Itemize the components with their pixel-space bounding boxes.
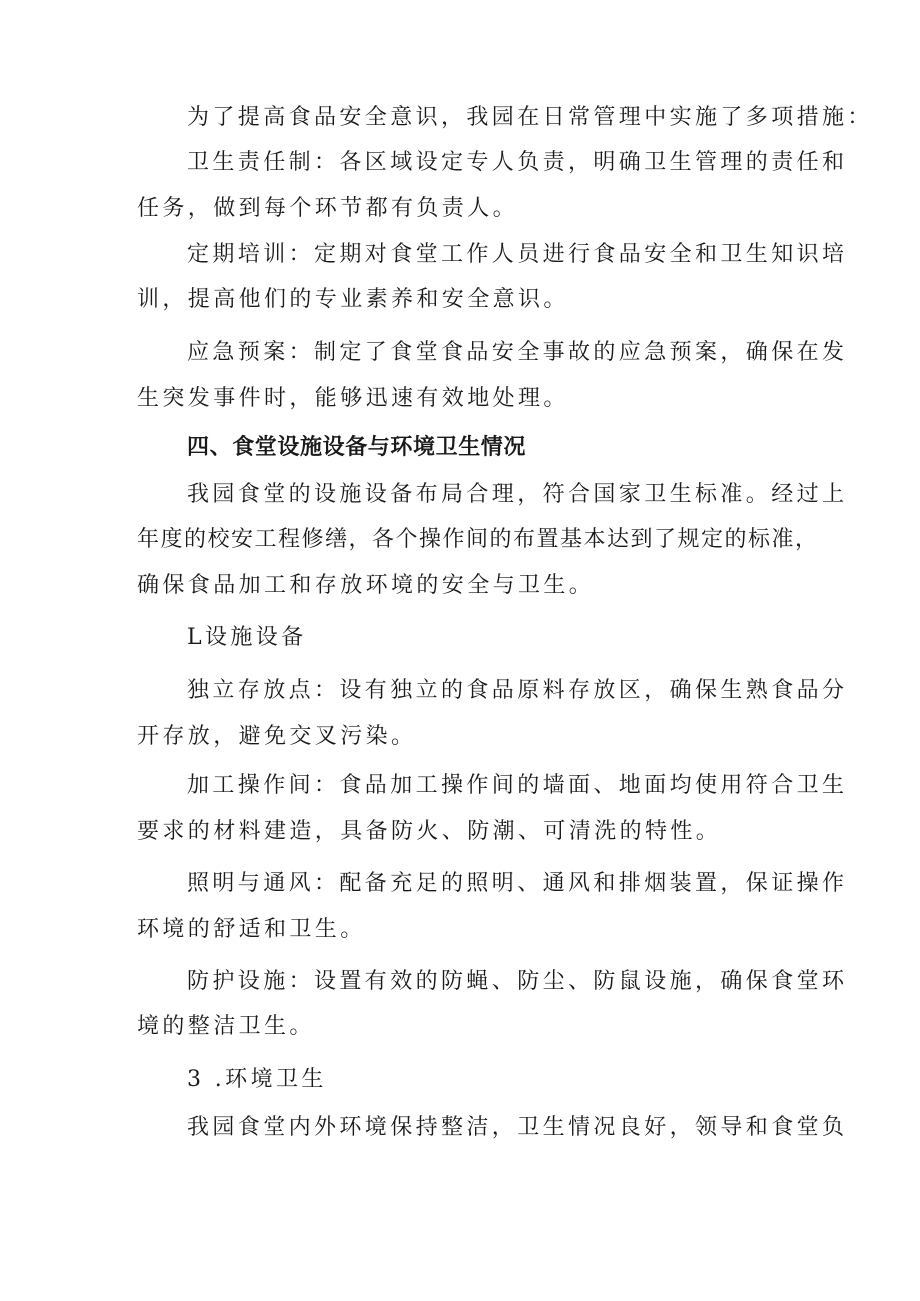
paragraph-line: 应急预案：制定了食堂食品安全事故的应急预案，确保在发 [187,340,848,365]
section-heading: 四、食堂设施设备与环境卫生情况 [187,435,527,460]
paragraph-line: 加工操作间：食品加工操作间的墙面、地面均使用符合卫生 [187,773,848,798]
paragraph-line: 生突发事件时，能够迅速有效地处理。 [137,386,569,411]
paragraph-line: 要求的材料建造，具备防火、防潮、可清洗的特性。 [137,819,722,844]
paragraph-line: 确保食品加工和存放环境的安全与卫生。 [137,573,595,598]
paragraph-line: 卫生责任制：各区域设定专人负责，明确卫生管理的责任和 [187,150,848,175]
paragraph-line: 我园食堂内外环境保持整洁，卫生情况良好，领导和食堂负 [187,1115,848,1140]
paragraph-line: 独立存放点：设有独立的食品原料存放区，确保生熟食品分 [187,678,848,703]
subsection-heading: L设施设备 [187,625,307,650]
paragraph-line: 环境的舒适和卫生。 [137,917,366,942]
paragraph-line: 任务，做到每个环节都有负责人。 [137,196,519,221]
subsection-heading: 3 .环境卫生 [187,1067,327,1092]
paragraph-line: 照明与通风：配备充足的照明、通风和排烟装置，保证操作 [187,871,848,896]
paragraph-line: 防护设施：设置有效的防蝇、防尘、防鼠设施，确保食堂环 [187,969,848,994]
paragraph-line: 开存放，避免交叉污染。 [137,724,417,749]
paragraph-line: 定期培训：定期对食堂工作人员进行食品安全和卫生知识培 [187,242,848,267]
paragraph-line: 为了提高食品安全意识，我园在日常管理中实施了多项措施： [187,105,873,130]
paragraph-line: 年度的校安工程修缮，各个操作间的布置基本达到了规定的标准， [137,527,819,552]
paragraph-line: 我园食堂的设施设备布局合理，符合国家卫生标准。经过上 [187,482,848,507]
paragraph-line: 训，提高他们的专业素养和安全意识。 [137,287,569,312]
paragraph-line: 境的整洁卫生。 [137,1014,315,1039]
